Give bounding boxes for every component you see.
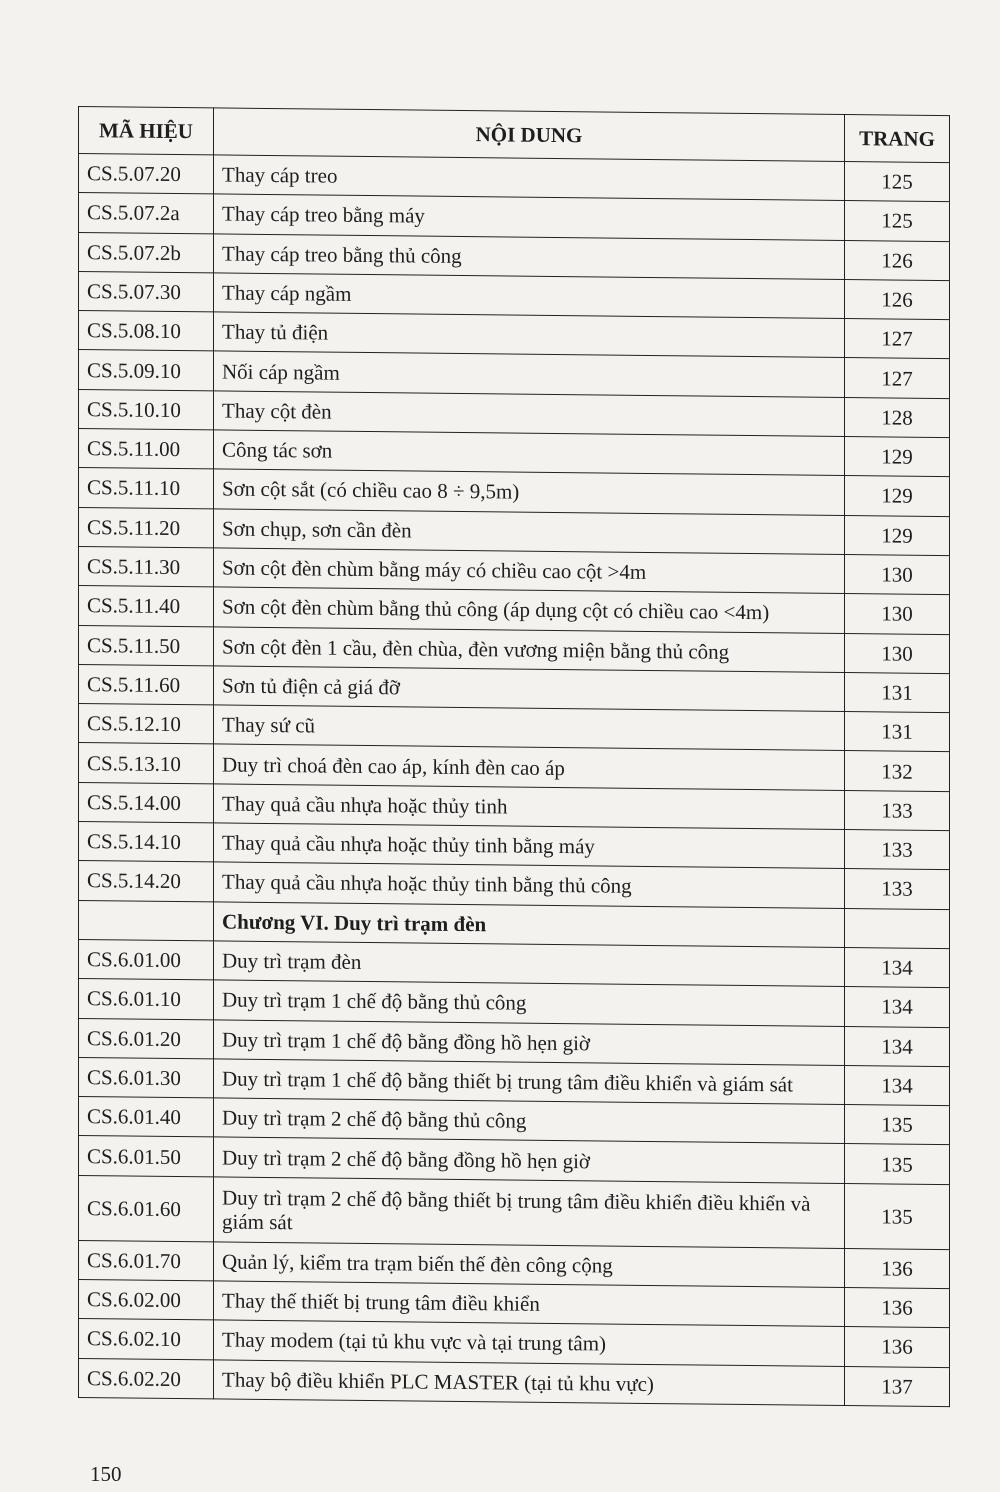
row-content: Duy trì trạm 1 chế độ bằng đồng hồ hẹn giờ <box>214 1019 845 1065</box>
row-content: Thay cáp treo bằng thủ công <box>214 234 845 280</box>
row-page: 135 <box>845 1144 950 1184</box>
row-page: 128 <box>845 397 950 437</box>
row-code: CS.6.01.20 <box>79 1018 214 1059</box>
table-body <box>79 154 950 1407</box>
row-content: Duy trì trạm 1 chế độ bằng thủ công <box>214 980 845 1026</box>
row-code: CS.6.01.50 <box>79 1136 214 1177</box>
row-content: Thay cáp treo <box>214 155 845 201</box>
row-code: CS.5.11.60 <box>79 664 214 705</box>
row-code: CS.5.07.2a <box>79 193 214 234</box>
row-page: 129 <box>845 515 950 555</box>
row-page: 134 <box>845 1065 950 1105</box>
row-code: CS.6.02.00 <box>79 1280 214 1321</box>
row-page: 129 <box>845 476 950 516</box>
row-content: Thay sứ cũ <box>214 705 845 751</box>
row-page: 132 <box>845 751 950 791</box>
row-page: 126 <box>845 279 950 319</box>
row-page: 136 <box>845 1288 950 1328</box>
row-page: 127 <box>845 319 950 359</box>
header-code: MÃ HIỆU <box>79 107 214 155</box>
row-page: 133 <box>845 869 950 909</box>
row-code: CS.6.01.60 <box>79 1175 214 1241</box>
row-code: CS.6.02.10 <box>79 1319 214 1360</box>
row-code: CS.6.02.20 <box>79 1358 214 1399</box>
row-content: Sơn tủ điện cả giá đỡ <box>214 666 845 712</box>
row-page: 130 <box>845 554 950 594</box>
row-page: 130 <box>845 594 950 634</box>
row-code: CS.5.14.20 <box>79 861 214 902</box>
row-code: CS.5.10.10 <box>79 389 214 430</box>
row-page: 131 <box>845 672 950 712</box>
row-code: CS.5.11.40 <box>79 586 214 627</box>
table-row <box>79 1358 950 1406</box>
row-content: Sơn cột đèn 1 cầu, đèn chùa, đèn vương miện bằng thủ công <box>214 626 845 672</box>
row-content: Thay thế thiết bị trung tâm điều khiển <box>214 1281 845 1327</box>
chapter-title: Chương VI. Duy trì trạm đèn <box>214 902 845 948</box>
row-page: 135 <box>845 1183 950 1249</box>
row-page: 134 <box>845 1026 950 1066</box>
row-code: CS.5.12.10 <box>79 704 214 745</box>
row-code: CS.5.07.20 <box>79 154 214 195</box>
row-content: Thay quả cầu nhựa hoặc thủy tinh bằng máy <box>214 823 845 869</box>
row-code: CS.5.14.10 <box>79 822 214 863</box>
row-content: Thay cáp ngầm <box>214 273 845 319</box>
contents-table <box>78 106 950 1407</box>
row-content: Duy trì trạm đèn <box>214 941 845 987</box>
row-content: Duy trì trạm 2 chế độ bằng thủ công <box>214 1098 845 1144</box>
row-page: 125 <box>845 201 950 241</box>
row-content: Duy trì choá đèn cao áp, kính đèn cao áp <box>214 744 845 790</box>
row-content: Thay cáp treo bằng máy <box>214 194 845 240</box>
row-content: Duy trì trạm 1 chế độ bằng thiết bị trung tâm điều khiển và giám sát <box>214 1059 845 1105</box>
row-page: 134 <box>845 947 950 987</box>
row-code: CS.5.13.10 <box>79 743 214 784</box>
row-code: CS.5.08.10 <box>79 311 214 352</box>
row-content: Sơn cột đèn chùm bằng máy có chiều cao cột >4m <box>214 548 845 594</box>
row-content: Duy trì trạm 2 chế độ bằng đồng hồ hẹn giờ <box>214 1137 845 1183</box>
row-content: Thay cột đèn <box>214 391 845 437</box>
row-code: CS.6.01.70 <box>79 1240 214 1281</box>
table-row <box>79 1175 950 1249</box>
row-code: CS.5.09.10 <box>79 350 214 391</box>
row-content: Duy trì trạm 2 chế độ bằng thiết bị trung tâm điều khiển điều khiển và giám sát <box>214 1177 845 1249</box>
header-content: NỘI DUNG <box>214 108 845 162</box>
row-page: 127 <box>845 358 950 398</box>
row-code: CS.5.11.00 <box>79 429 214 470</box>
row-code: CS.6.01.40 <box>79 1097 214 1138</box>
row-content: Thay bộ điều khiển PLC MASTER (tại tủ khu vực) <box>214 1360 845 1406</box>
row-code: CS.5.11.50 <box>79 625 214 666</box>
header-page: TRANG <box>845 115 950 163</box>
row-code: CS.5.14.00 <box>79 782 214 823</box>
row-code: CS.5.11.10 <box>79 468 214 509</box>
row-content: Quản lý, kiểm tra trạm biến thế đèn công cộng <box>214 1242 845 1288</box>
chapter-page-cell <box>845 908 950 948</box>
row-content: Thay quả cầu nhựa hoặc thủy tinh <box>214 784 845 830</box>
row-content: Thay modem (tại tủ khu vực và tại trung tâm) <box>214 1320 845 1366</box>
row-page: 136 <box>845 1248 950 1288</box>
chapter-code-cell <box>79 900 214 941</box>
row-content: Sơn cột đèn chùm bằng thủ công (áp dụng cột có chiều cao <4m) <box>214 587 845 633</box>
row-page: 134 <box>845 987 950 1027</box>
row-content: Nối cáp ngầm <box>214 351 845 397</box>
row-page: 131 <box>845 712 950 752</box>
row-page: 135 <box>845 1105 950 1145</box>
row-code: CS.5.11.20 <box>79 507 214 548</box>
row-content: Thay tủ điện <box>214 312 845 358</box>
row-code: CS.6.01.10 <box>79 979 214 1020</box>
row-code: CS.5.07.30 <box>79 271 214 312</box>
row-page: 137 <box>845 1366 950 1406</box>
row-content: Sơn chụp, sơn cần đèn <box>214 509 845 555</box>
row-page: 129 <box>845 437 950 477</box>
row-code: CS.6.01.30 <box>79 1057 214 1098</box>
row-code: CS.5.07.2b <box>79 232 214 273</box>
row-page: 133 <box>845 790 950 830</box>
row-content: Thay quả cầu nhựa hoặc thủy tinh bằng thủ công <box>214 862 845 908</box>
row-page: 125 <box>845 162 950 202</box>
row-page: 130 <box>845 633 950 673</box>
row-code: CS.5.11.30 <box>79 546 214 587</box>
row-page: 133 <box>845 830 950 870</box>
row-page: 136 <box>845 1327 950 1367</box>
row-page: 126 <box>845 240 950 280</box>
row-content: Sơn cột sắt (có chiều cao 8 ÷ 9,5m) <box>214 469 845 515</box>
row-code: CS.6.01.00 <box>79 939 214 980</box>
row-content: Công tác sơn <box>214 430 845 476</box>
page-number: 150 <box>90 1462 122 1486</box>
